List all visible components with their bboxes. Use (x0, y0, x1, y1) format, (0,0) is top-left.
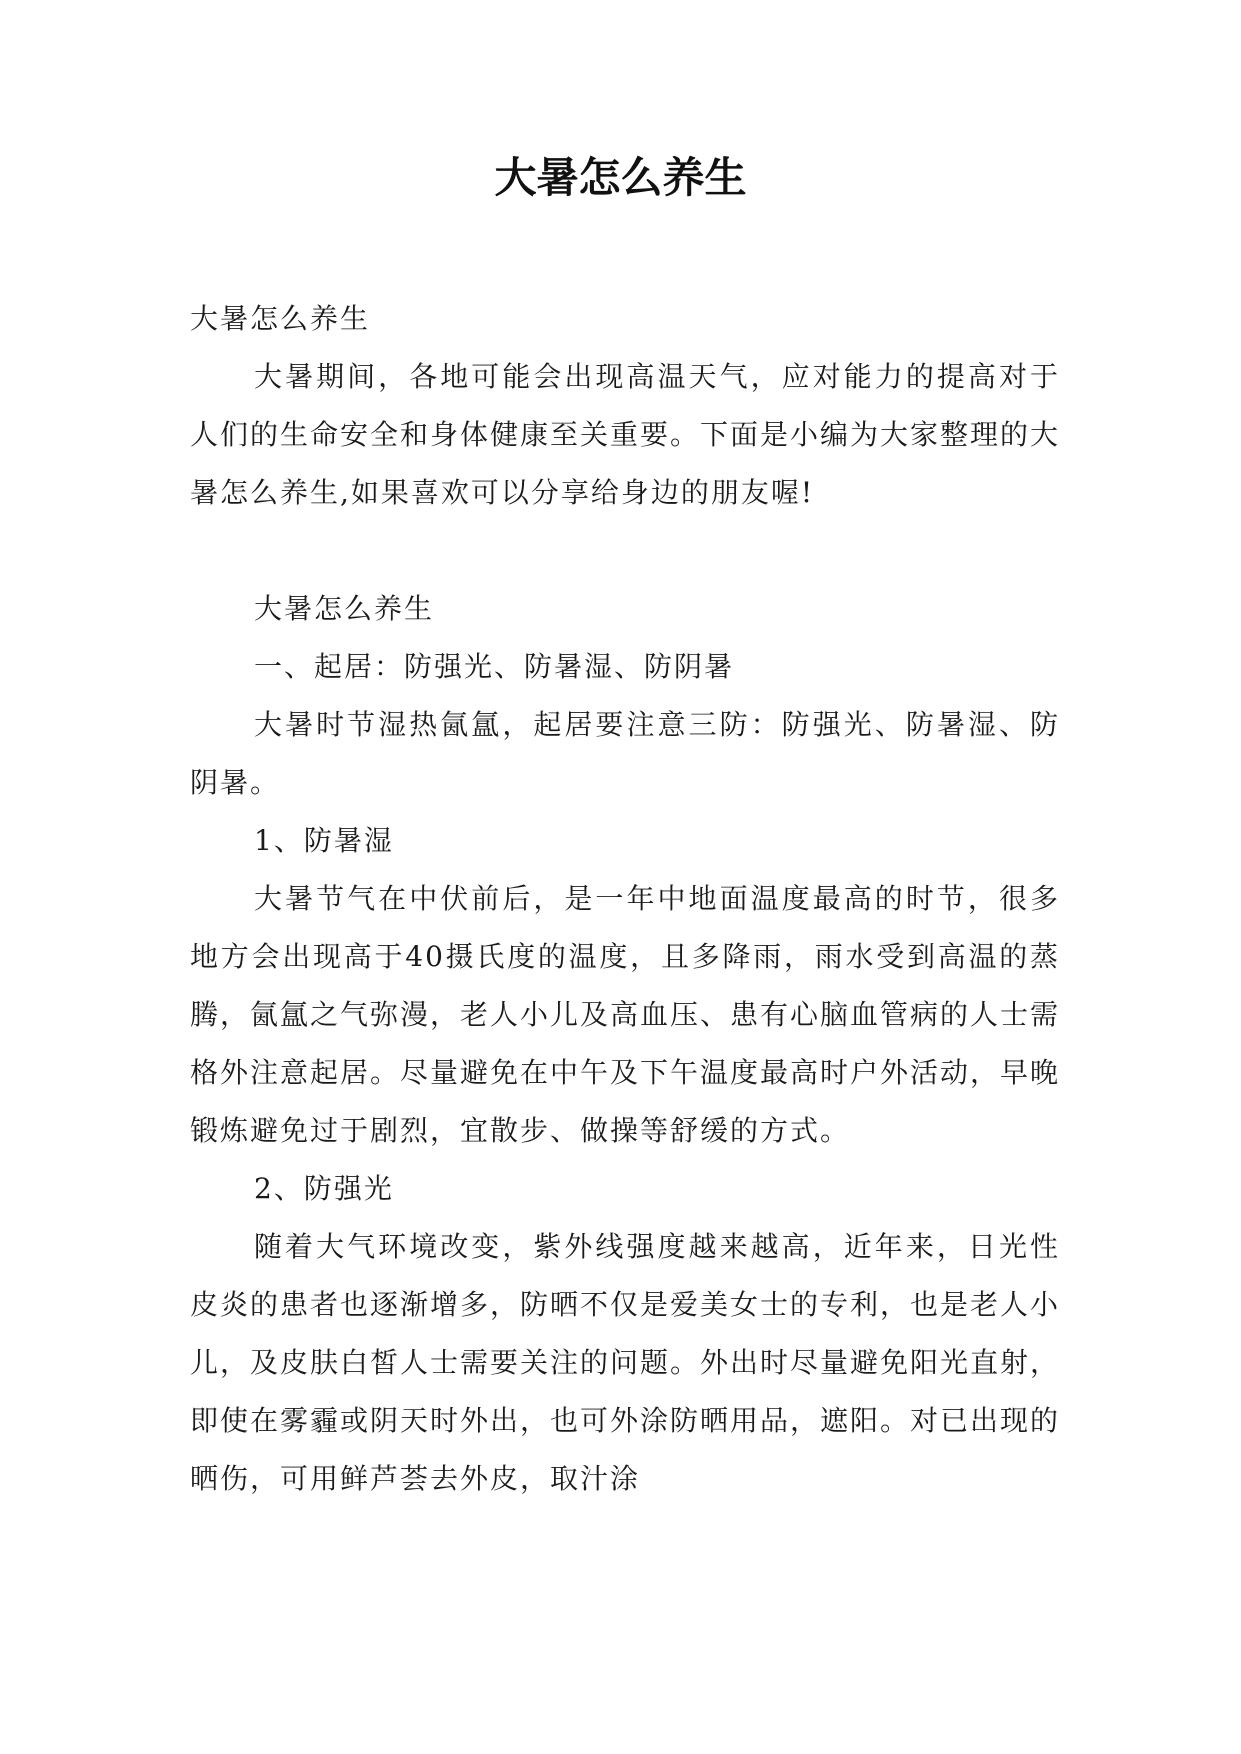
document-title: 大暑怎么养生 (494, 153, 747, 202)
subsection-heading-living: 一、起居：防强光、防暑湿、防阴暑 (254, 650, 735, 683)
item-heading-damp-heat: 1、防暑湿 (254, 824, 394, 857)
paragraph-intro: 大暑期间，各地可能会出现高温天气，应对能力的提高对于人们的生命安全和身体健康至关重要。下面是小编为大家整理的大暑怎么养生,如果喜欢可以分享给身边的朋友喔! (190, 360, 1061, 509)
item-heading-strong-light: 2、防强光 (254, 1172, 394, 1205)
paragraph-heading: 大暑怎么养生 (190, 302, 371, 335)
section-heading: 大暑怎么养生 (254, 592, 435, 625)
paragraph-living: 大暑时节湿热氤氲，起居要注意三防：防强光、防暑湿、防阴暑。 (190, 708, 1060, 799)
paragraph-damp-heat: 大暑节气在中伏前后，是一年中地面温度最高的时节，很多地方会出现高于40摄氏度的温度，且多降雨，雨水受到高温的蒸腾，氤氲之气弥漫，老人小儿及高血压、患有心脑血管病的人士需格外注意起居。尽量避免在中午及下午温度最高时户外活动，早晚锻炼避免过于剧烈，宜散步、做操等舒缓的方式。 (190, 882, 1061, 1147)
paragraph-spacer (190, 522, 1060, 580)
document-body (190, 290, 1060, 1508)
paragraph-strong-light: 随着大气环境改变，紫外线强度越来越高，近年来，日光性皮炎的患者也逐渐增多，防晒不仅是爱美女士的专利，也是老人小儿，及皮肤白皙人士需要关注的问题。外出时尽量避免阳光直射，即使在雾霾或阴天时外出，也可外涂防晒用品，遮阳。对已出现的晒伤，可用鲜芦荟去外皮，取汁涂 (190, 1230, 1061, 1495)
